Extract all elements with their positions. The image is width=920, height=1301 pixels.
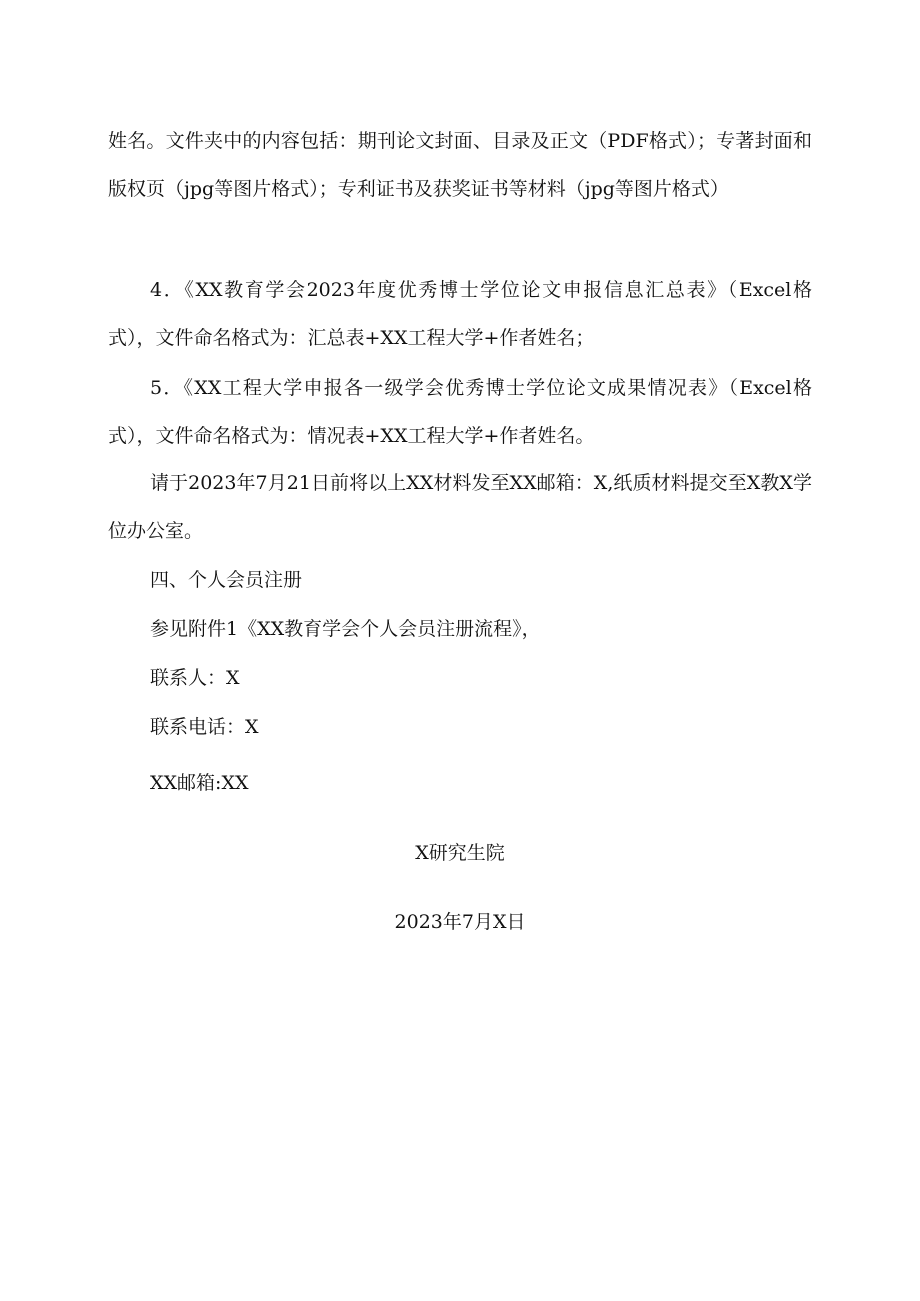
paragraph-item-4: 4．《XX教育学会2023年度优秀博士学位论文申报信息汇总表》（Excel格式），文件命名格式为：汇总表+XX工程大学+作者姓名； (108, 279, 812, 349)
section-heading: 四、个人会员注册 (150, 569, 303, 591)
contact-phone: 联系电话：X (150, 716, 259, 738)
signature-organization: X研究生院 (415, 842, 505, 864)
contact-person: 联系人：X (150, 667, 240, 689)
contact-email: XX邮箱:XX (150, 772, 249, 794)
paragraph-item-5: 5．《XX工程大学申报各一级学会优秀博士学位论文成果情况表》（Excel格式），文件命名格式为：情况表+XX工程大学+作者姓名。 (108, 377, 812, 447)
paragraph-materials-contents: 姓名。文件夹中的内容包括：期刊论文封面、目录及正文（PDF格式）；专著封面和版权页（jpg等图片格式）；专利证书及获奖证书等材料（jpg等图片格式） (108, 130, 812, 200)
attachment-reference: 参见附件1《XX教育学会个人会员注册流程》， (150, 618, 541, 640)
signature-date: 2023年7月X日 (394, 911, 526, 933)
paragraph-submission-deadline: 请于2023年7月21日前将以上XX材料发至XX邮箱：X,纸质材料提交至X教X学位办公室。 (108, 472, 812, 542)
